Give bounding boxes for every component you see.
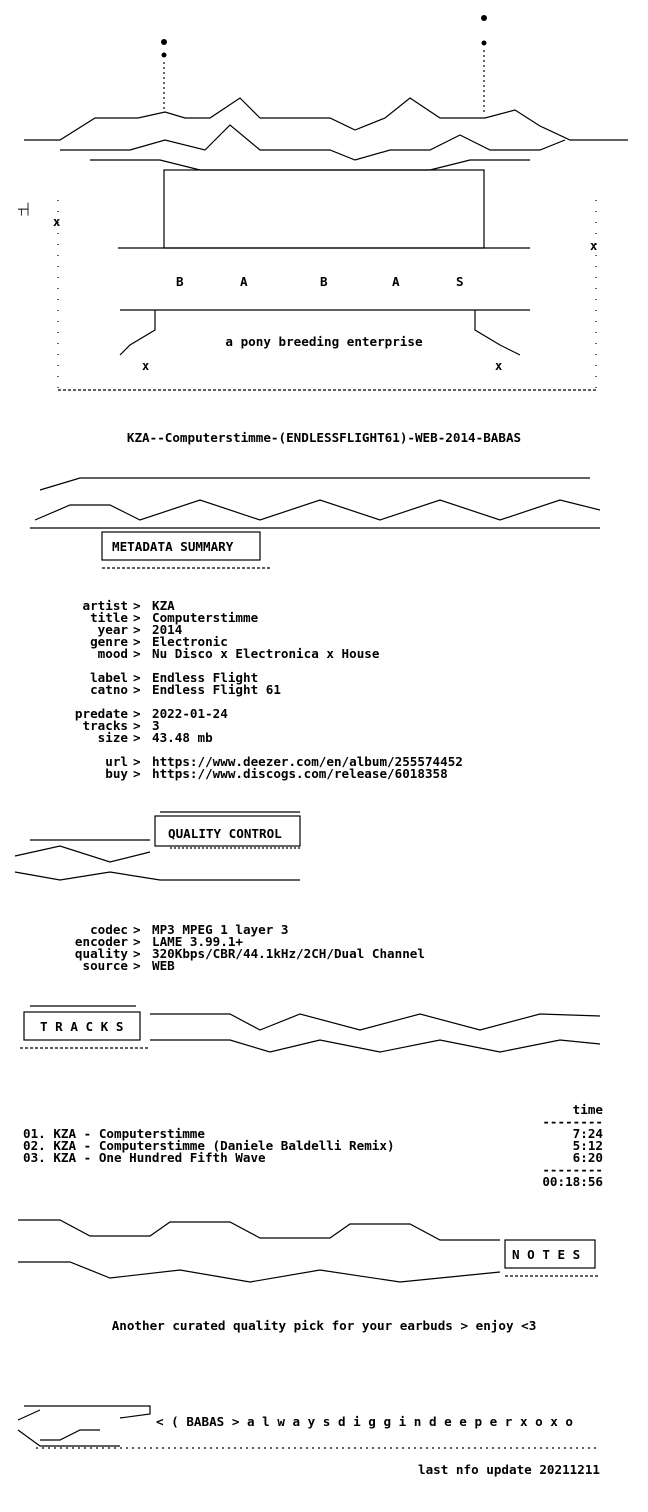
- metadata-list: [0, 600, 648, 780]
- track-title: 01. KZA - Computerstimme: [23, 1126, 205, 1141]
- svg-text:x: x: [590, 239, 598, 253]
- kv-separator: >: [133, 682, 141, 697]
- tee-glyph: ┬┤: [18, 203, 32, 216]
- notes-banner-art: [18, 1220, 632, 1308]
- kv-separator: >: [133, 706, 141, 721]
- kv-key: label: [90, 670, 128, 685]
- footer-art: [18, 1372, 600, 1448]
- metadata-banner-art: [30, 478, 600, 568]
- tagline: a pony breeding enterprise: [225, 334, 423, 349]
- kv-key: source: [82, 958, 128, 973]
- kv-key: catno: [90, 682, 128, 697]
- svg-text:x: x: [53, 215, 61, 229]
- track-title: 03. KZA - One Hundred Fifth Wave: [23, 1150, 266, 1165]
- kv-key: encoder: [74, 934, 128, 949]
- kv-key: buy: [105, 766, 128, 781]
- kv-value: 43.48 mb: [152, 730, 213, 745]
- track-time: 6:20: [572, 1150, 603, 1165]
- kv-value: LAME 3.99.1+: [152, 934, 243, 949]
- kv-separator: >: [133, 670, 141, 685]
- kv-separator: >: [133, 610, 141, 625]
- kv-key: codec: [90, 922, 128, 937]
- kv-key: url: [105, 754, 128, 769]
- notes-banner-label: N O T E S: [512, 1247, 581, 1262]
- header-letter-a2: A: [392, 274, 400, 289]
- header-letter-s: S: [456, 274, 464, 289]
- kv-key: predate: [74, 706, 128, 721]
- track-title: 02. KZA - Computerstimme (Daniele Baldelli Remix): [23, 1138, 395, 1153]
- total-time: 00:18:56: [542, 1174, 603, 1189]
- tracks-banner-label: T R A C K S: [40, 1019, 124, 1034]
- kv-row: [0, 648, 648, 660]
- kv-key: mood: [97, 646, 128, 661]
- kv-value: WEB: [152, 958, 175, 973]
- kv-value: 320Kbps/CBR/44.1kHz/2CH/Dual Channel: [152, 946, 425, 961]
- kv-key: tracks: [82, 718, 128, 733]
- kv-value: 3: [152, 718, 160, 733]
- release-name: KZA--Computerstimme-(ENDLESSFLIGHT61)-WEB-2014-BABAS: [126, 430, 522, 445]
- track-time: 5:12: [572, 1138, 603, 1153]
- track-time: 7:24: [572, 1126, 603, 1141]
- quality-banner-art: [15, 812, 600, 896]
- kv-value: Electronic: [152, 634, 228, 649]
- kv-key: artist: [82, 598, 128, 613]
- kv-separator: >: [133, 946, 141, 961]
- time-header-rule: --------: [542, 1114, 603, 1129]
- footer-signature: < ( BABAS > a l w a y s d i g g i n d e e p e r x o x o: [156, 1414, 574, 1429]
- total-rule: --------: [542, 1162, 603, 1177]
- kv-separator: >: [133, 766, 141, 781]
- kv-value: https://www.deezer.com/en/album/255574452: [152, 754, 463, 769]
- last-update: last nfo update 20211211: [418, 1462, 600, 1477]
- quality-list: [0, 924, 648, 972]
- header-letter-b2: B: [320, 274, 328, 289]
- kv-key: size: [97, 730, 128, 745]
- kv-value: Nu Disco x Electronica x House: [152, 646, 380, 661]
- kv-value: Computerstimme: [152, 610, 259, 625]
- kv-separator: >: [133, 934, 141, 949]
- kv-key: quality: [74, 946, 128, 961]
- kv-separator: >: [133, 634, 141, 649]
- kv-row: [0, 732, 648, 744]
- kv-value: MP3 MPEG 1 layer 3: [152, 922, 289, 937]
- tracklist: [23, 1104, 603, 1188]
- quality-banner-label: QUALITY CONTROL: [168, 826, 282, 841]
- tracks-banner-art: [20, 1006, 610, 1080]
- kv-separator: >: [133, 754, 141, 769]
- kv-key: genre: [90, 634, 128, 649]
- kv-value: 2014: [152, 622, 183, 637]
- kv-value: https://www.discogs.com/release/6018358: [152, 766, 448, 781]
- kv-row: [0, 684, 648, 696]
- kv-key: title: [90, 610, 128, 625]
- kv-key: year: [97, 622, 128, 637]
- track-row: [23, 1152, 603, 1164]
- header-letter-b1: B: [176, 274, 184, 289]
- kv-row: [0, 768, 648, 780]
- kv-separator: >: [133, 646, 141, 661]
- kv-separator: >: [133, 730, 141, 745]
- kv-value: 2022-01-24: [152, 706, 228, 721]
- kv-value: KZA: [152, 598, 175, 613]
- kv-value: Endless Flight 61: [152, 682, 281, 697]
- svg-text:x: x: [495, 359, 503, 373]
- time-header: time: [572, 1102, 603, 1117]
- notes-text: Another curated quality pick for your earbuds > enjoy <3: [111, 1318, 537, 1333]
- kv-separator: >: [133, 622, 141, 637]
- kv-separator: >: [133, 922, 141, 937]
- metadata-banner-label: METADATA SUMMARY: [112, 539, 234, 554]
- kv-separator: >: [133, 598, 141, 613]
- kv-separator: >: [133, 958, 141, 973]
- kv-value: Endless Flight: [152, 670, 259, 685]
- svg-text:x: x: [142, 359, 150, 373]
- kv-row: [0, 960, 648, 972]
- kv-separator: >: [133, 718, 141, 733]
- header-letter-a1: A: [240, 274, 248, 289]
